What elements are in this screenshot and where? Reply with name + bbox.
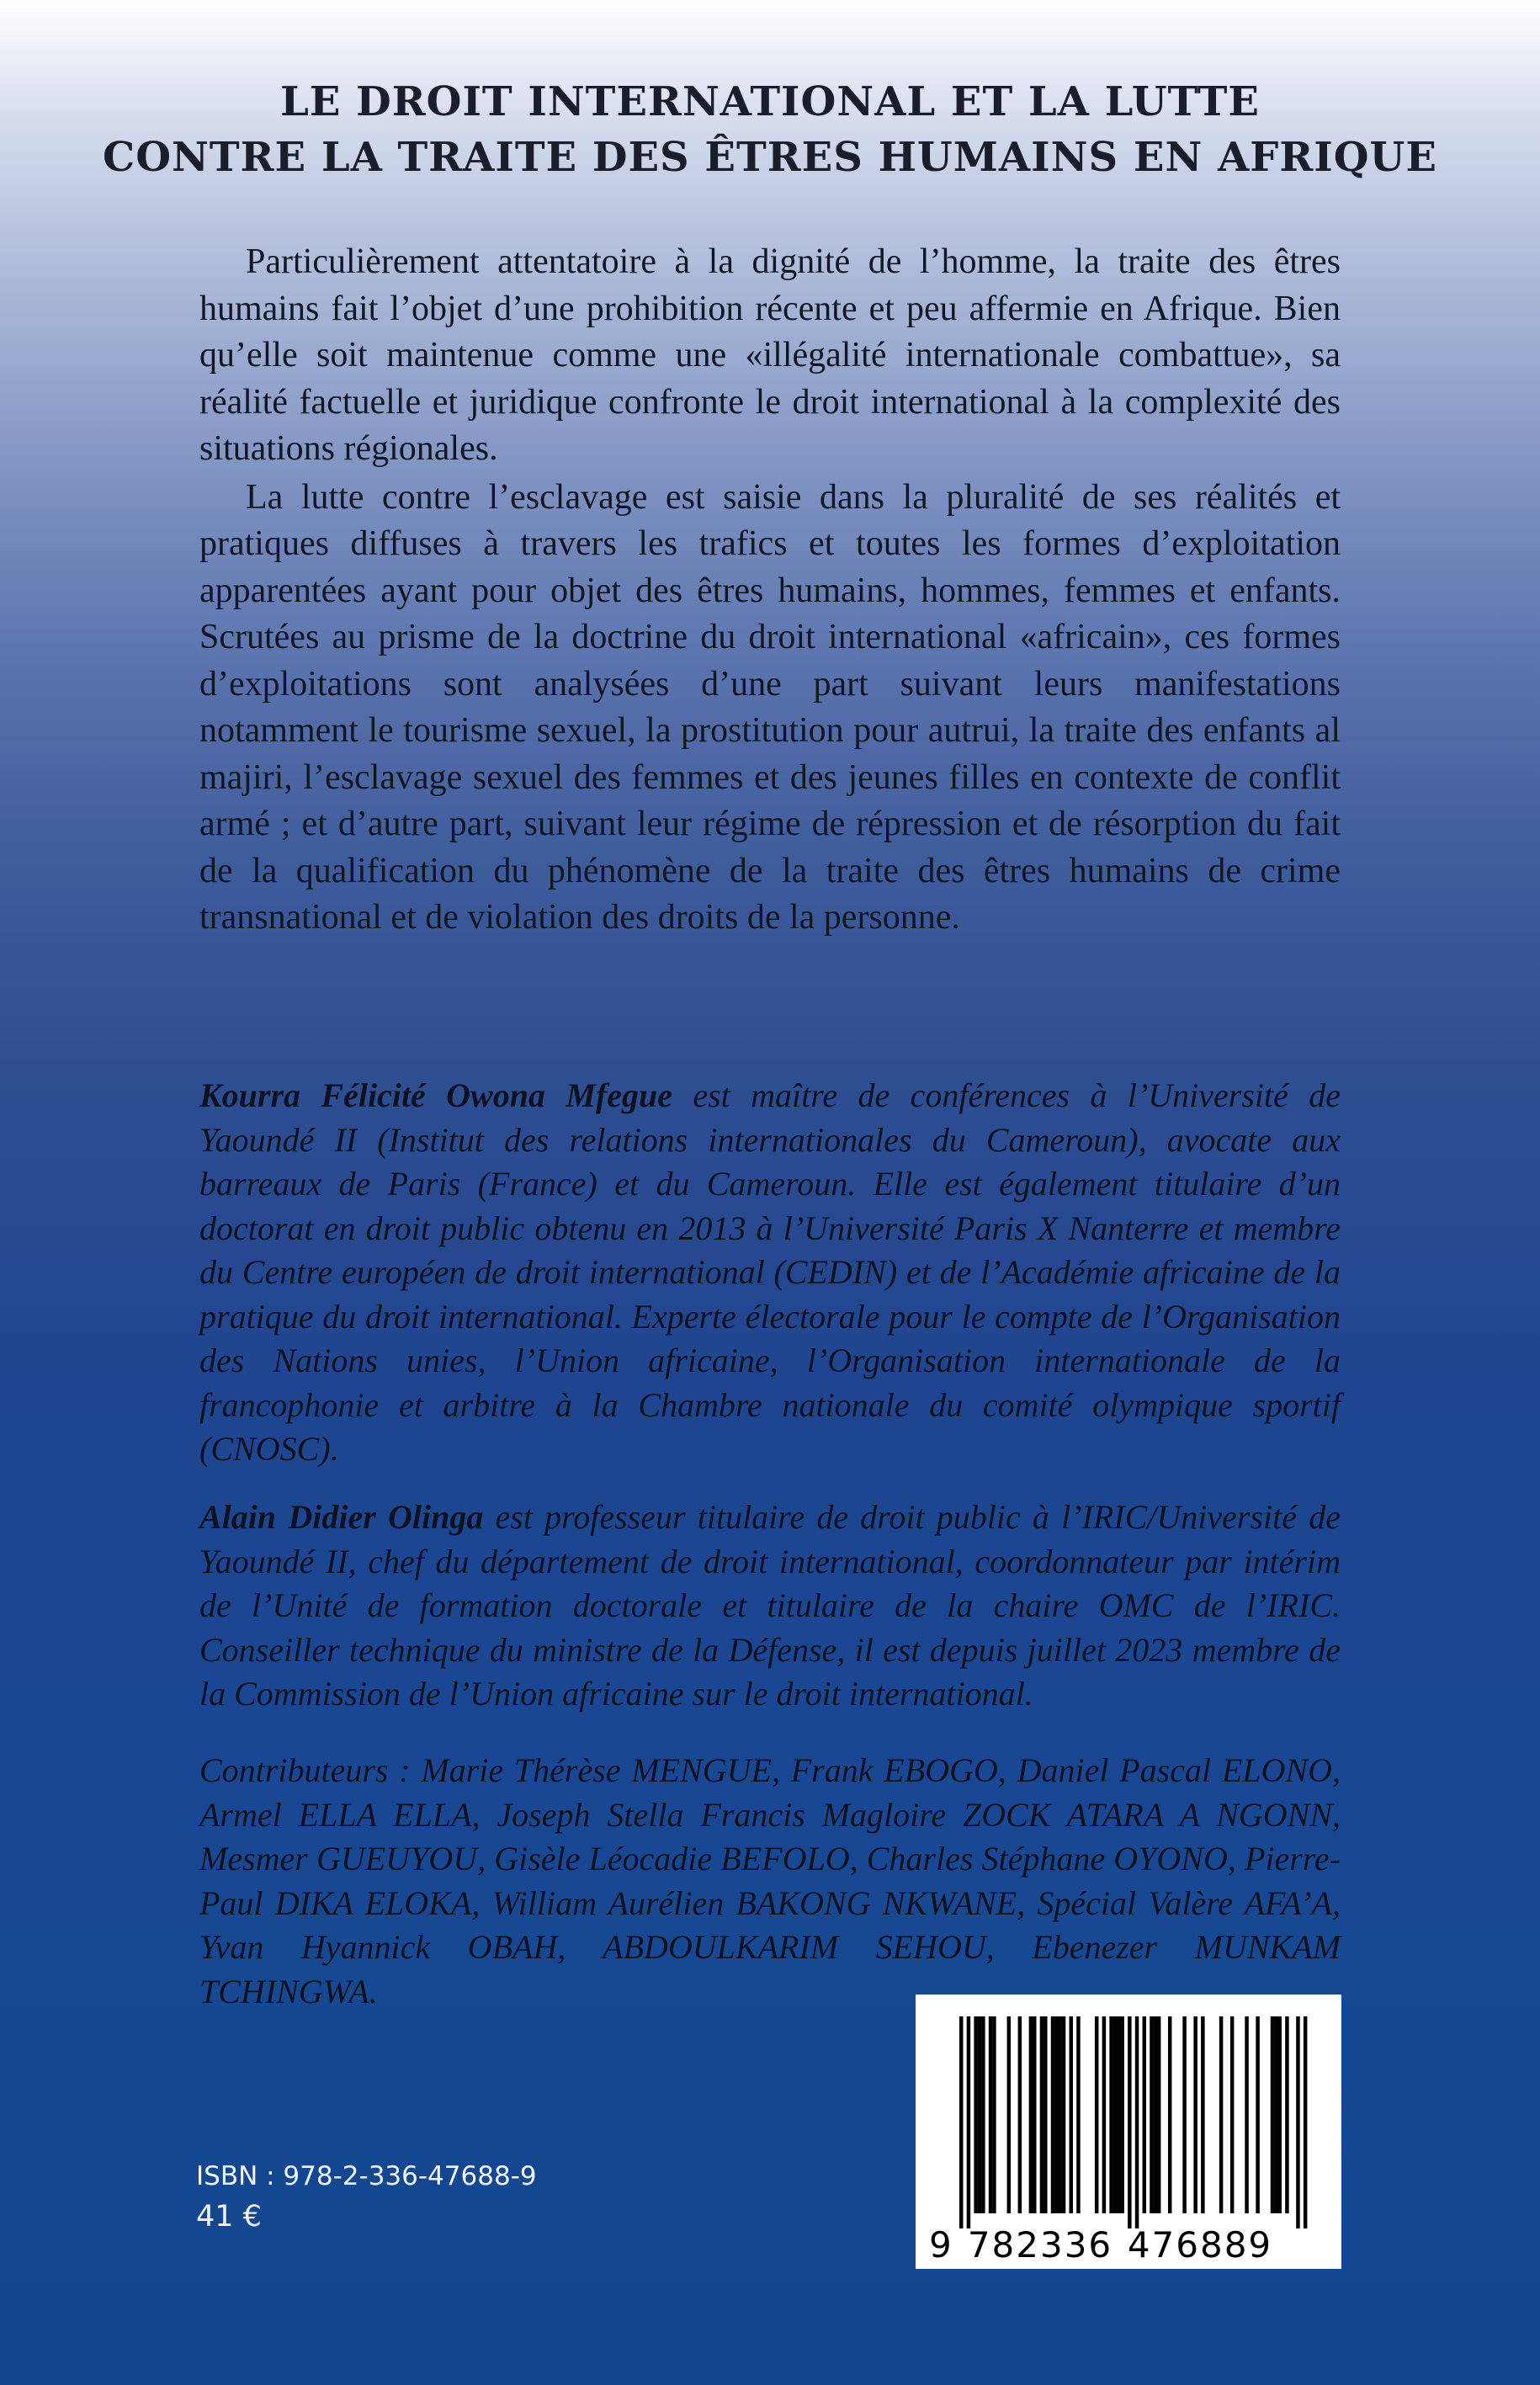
- barcode-bar: [1058, 2016, 1062, 2213]
- barcode-bar: [1120, 2016, 1124, 2213]
- book-title-line-1: LE DROIT INTERNATIONAL ET LA LUTTE: [280, 78, 1260, 125]
- barcode-bar: [1168, 2016, 1172, 2213]
- summary-paragraph-2: La lutte contre l’esclavage est saisie dans la pluralité de ses réalités et pratiques diffuses à travers les trafics et toutes les formes d’exploitation apparentées ayant pour objet des êtres humains, hommes, femmes et enfants. Scrutées au prisme de la doctrine du droit international «africain», ces formes d’exploitations sont analysées d’une part suivant leurs manifestations notamment le tourisme sexuel, la prostitution pour autrui, la traite des enfants al majiri, l’esclavage sexuel des femmes et des jeunes filles en contexte de conflit armé ; et d’autre part, suivant leur régime de répression et de résorption du fait de la qualification du phénomène de la traite des êtres humains de crime transnational et de violation des droits de la personne.: [199, 477, 1341, 937]
- barcode-bar: [967, 2016, 971, 2228]
- barcode-bar: [1070, 2016, 1074, 2213]
- barcode-bar: [1256, 2016, 1260, 2213]
- barcode-bar: [1054, 2016, 1059, 2213]
- barcode-bar: [1245, 2016, 1249, 2213]
- barcode-bar: [1154, 2016, 1158, 2213]
- barcode-bar: [1102, 2016, 1107, 2213]
- barcode-bar: [1135, 2016, 1139, 2228]
- barcode-bar: [1029, 2016, 1033, 2213]
- barcode-bar: [1143, 2016, 1147, 2213]
- barcode-bar: [1007, 2016, 1012, 2213]
- barcode-bar: [1095, 2016, 1099, 2213]
- barcode-bar: [1040, 2016, 1044, 2213]
- barcode-bar: [1201, 2016, 1205, 2213]
- isbn-label: ISBN : 978-2-336-47688-9: [196, 2161, 537, 2191]
- barcode-bar: [1277, 2016, 1282, 2213]
- barcode-bar: [1051, 2016, 1055, 2213]
- barcode-bar: [1274, 2016, 1278, 2213]
- barcode-bar: [1062, 2016, 1066, 2213]
- barcode-bar: [1157, 2016, 1161, 2213]
- book-title: [0, 74, 1540, 185]
- barcode-bar: [1285, 2016, 1289, 2213]
- barcode-bar: [974, 2016, 978, 2213]
- author-bio-text-2: est professeur titulaire de droit public à l’IRIC/Université de Yaoundé II, chef du département de droit international, coordonnateur par intérim de l’Unité de formation doctorale et titulaire de la chaire OMC de l’IRIC. Conseiller technique du ministre de la Défense, il est depuis juillet 2023 membre de la Commission de l’Union africaine sur le droit international.: [199, 1498, 1341, 1713]
- barcode-bar: [1271, 2016, 1275, 2213]
- book-title-line-2: CONTRE LA TRAITE DES ÊTRES HUMAINS EN AFRIQUE: [103, 134, 1437, 181]
- barcode-bar: [1043, 2016, 1048, 2213]
- barcode-bar: [1219, 2016, 1224, 2213]
- author-name-1: Kourra Félicité Owona Mfegue: [199, 1076, 672, 1114]
- barcode-bar: [989, 2016, 993, 2213]
- barcode-bar: [1230, 2016, 1235, 2213]
- barcode-first-digit: 9: [929, 2224, 952, 2265]
- author-name-2: Alain Didier Olinga: [199, 1498, 484, 1536]
- barcode-bar: [992, 2016, 996, 2213]
- barcode-bar: [1296, 2016, 1300, 2228]
- price-label: 41 €: [196, 2200, 262, 2234]
- barcode-left-digits: 782336: [967, 2224, 1113, 2265]
- barcode-bar: [1076, 2016, 1081, 2213]
- barcode-bar: [981, 2016, 985, 2213]
- barcode-bar: [1018, 2016, 1022, 2213]
- barcode-bar: [1109, 2016, 1113, 2213]
- barcode-bar: [1193, 2016, 1197, 2213]
- barcode-bar: [1113, 2016, 1118, 2213]
- barcode-right-digits: 476889: [1127, 2224, 1273, 2265]
- barcode-bar: [1033, 2016, 1037, 2213]
- barcode-graphic: [916, 1995, 1341, 2269]
- contributors-list: Contributeurs : Marie Thérèse MENGUE, Frank EBOGO, Daniel Pascal ELONO, Armel ELLA ELLA, Joseph Stella Francis Magloire ZOCK ATARA A NGONN, Mesmer GUEUYOU, Gisèle Léocadie BEFOLO, Charles Stéphane OYONO, Pierre-Paul DIKA ELOKA, William Aurélien BAKONG NKWANE, Spécial Valère AFA’A, Yvan Hyannick OBAH, ABDOULKARIM SEHOU, Ebenezer MUNKAM TCHINGWA.: [199, 1751, 1341, 2011]
- barcode-bar: [1117, 2016, 1121, 2213]
- author-bio-1: [199, 1074, 1341, 1472]
- barcode-bar: [1304, 2016, 1308, 2228]
- barcode-bar: [959, 2016, 964, 2228]
- barcode: [916, 1995, 1341, 2269]
- author-bio-text-1: est maître de conférences à l’Université de Yaoundé II (Institut des relations internationales du Cameroun), avocate aux barreaux de Paris (France) et du Cameroun. Elle est également titulaire d’un doctorat en droit public obtenu en 2013 à l’Université Paris X Nanterre et membre du Centre européen de droit international (CEDIN) et de l’Académie africaine de la pratique du droit international. Experte électorale pour le compte de l’Organisation des Nations unies, l’Union africaine, l’Organisation internationale de la francophonie et arbitre à la Chambre nationale du comité olympique sportif (CNOSC).: [199, 1076, 1341, 1468]
- barcode-bar: [1150, 2016, 1154, 2213]
- barcode-bar: [978, 2016, 982, 2213]
- barcode-bar: [1128, 2016, 1132, 2228]
- summary-paragraph-1: Particulièrement attentatoire à la dignité de l’homme, la traite des êtres humains fait l’objet d’une prohibition récente et peu affermie en Afrique. Bien qu’elle soit maintenue comme une «illégalité internationale combattue», sa réalité factuelle et juridique confronte le droit international à la complexité des situations régionales.: [199, 242, 1341, 468]
- book-summary: [199, 239, 1341, 942]
- author-bio-2: [199, 1495, 1341, 1717]
- barcode-bar: [1182, 2016, 1187, 2213]
- barcode-bars: [959, 2016, 1307, 2228]
